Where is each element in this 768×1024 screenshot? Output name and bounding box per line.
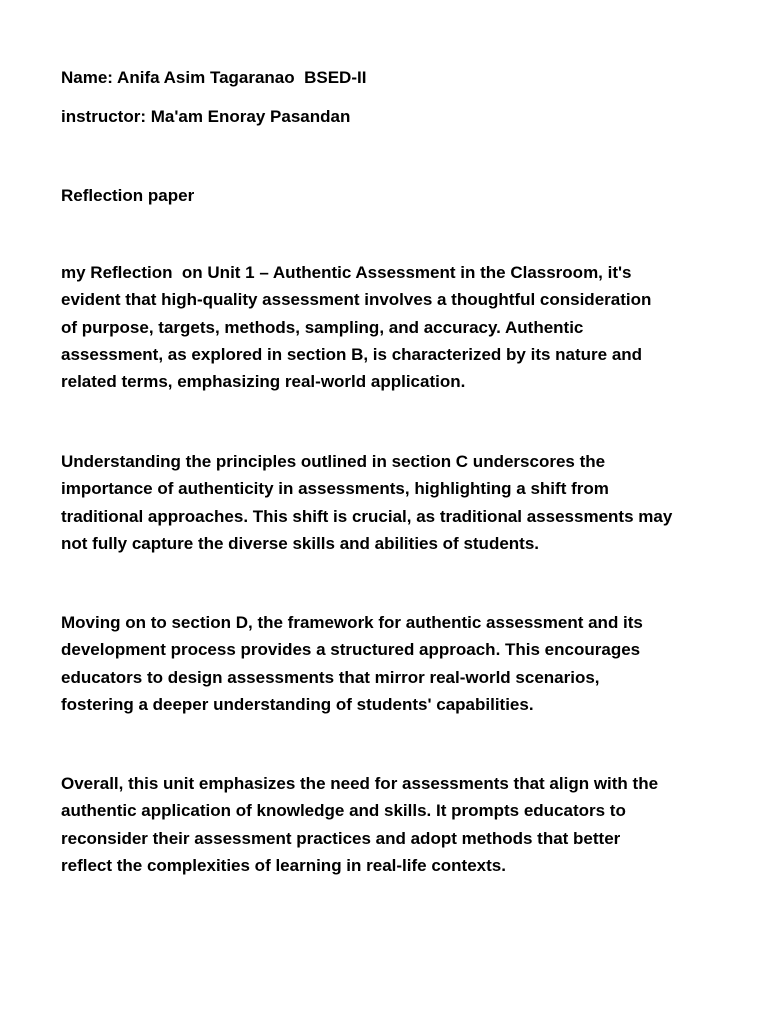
student-name-line: Name: Anifa Asim Tagaranao BSED-II [61,68,367,87]
paragraph-2: Understanding the principles outlined in section C underscores the importance of authenticity in assessments, highlighting a shift from traditional approaches. This shift is crucial, as traditional assessments may not fully capture the diverse skills and abilities of students. [61,452,673,553]
paragraph-4: Overall, this unit emphasizes the need for assessments that align with the authentic application of knowledge and skills. It prompts educators to reconsider their assessment practices and adopt methods that better reflect the complexities of learning in real-life contexts. [61,774,659,875]
paragraph-3: Moving on to section D, the framework for authentic assessment and its development process provides a structured approach. This encourages educators to design assessments that mirror real-world scenarios, fostering a deeper understanding of students' capabilities. [61,613,643,714]
instructor-line: instructor: Ma'am Enoray Pasandan [61,107,351,126]
document-title: Reflection paper [61,186,195,205]
paragraph-1: my Reflection on Unit 1 – Authentic Assessment in the Classroom, it's evident that high-quality assessment involves a thoughtful consideration of purpose, targets, methods, sampling, and accuracy. Authentic assessment, as explored in section B, is characterized by its nature and related terms, emphasizing real-world application. [61,263,652,392]
